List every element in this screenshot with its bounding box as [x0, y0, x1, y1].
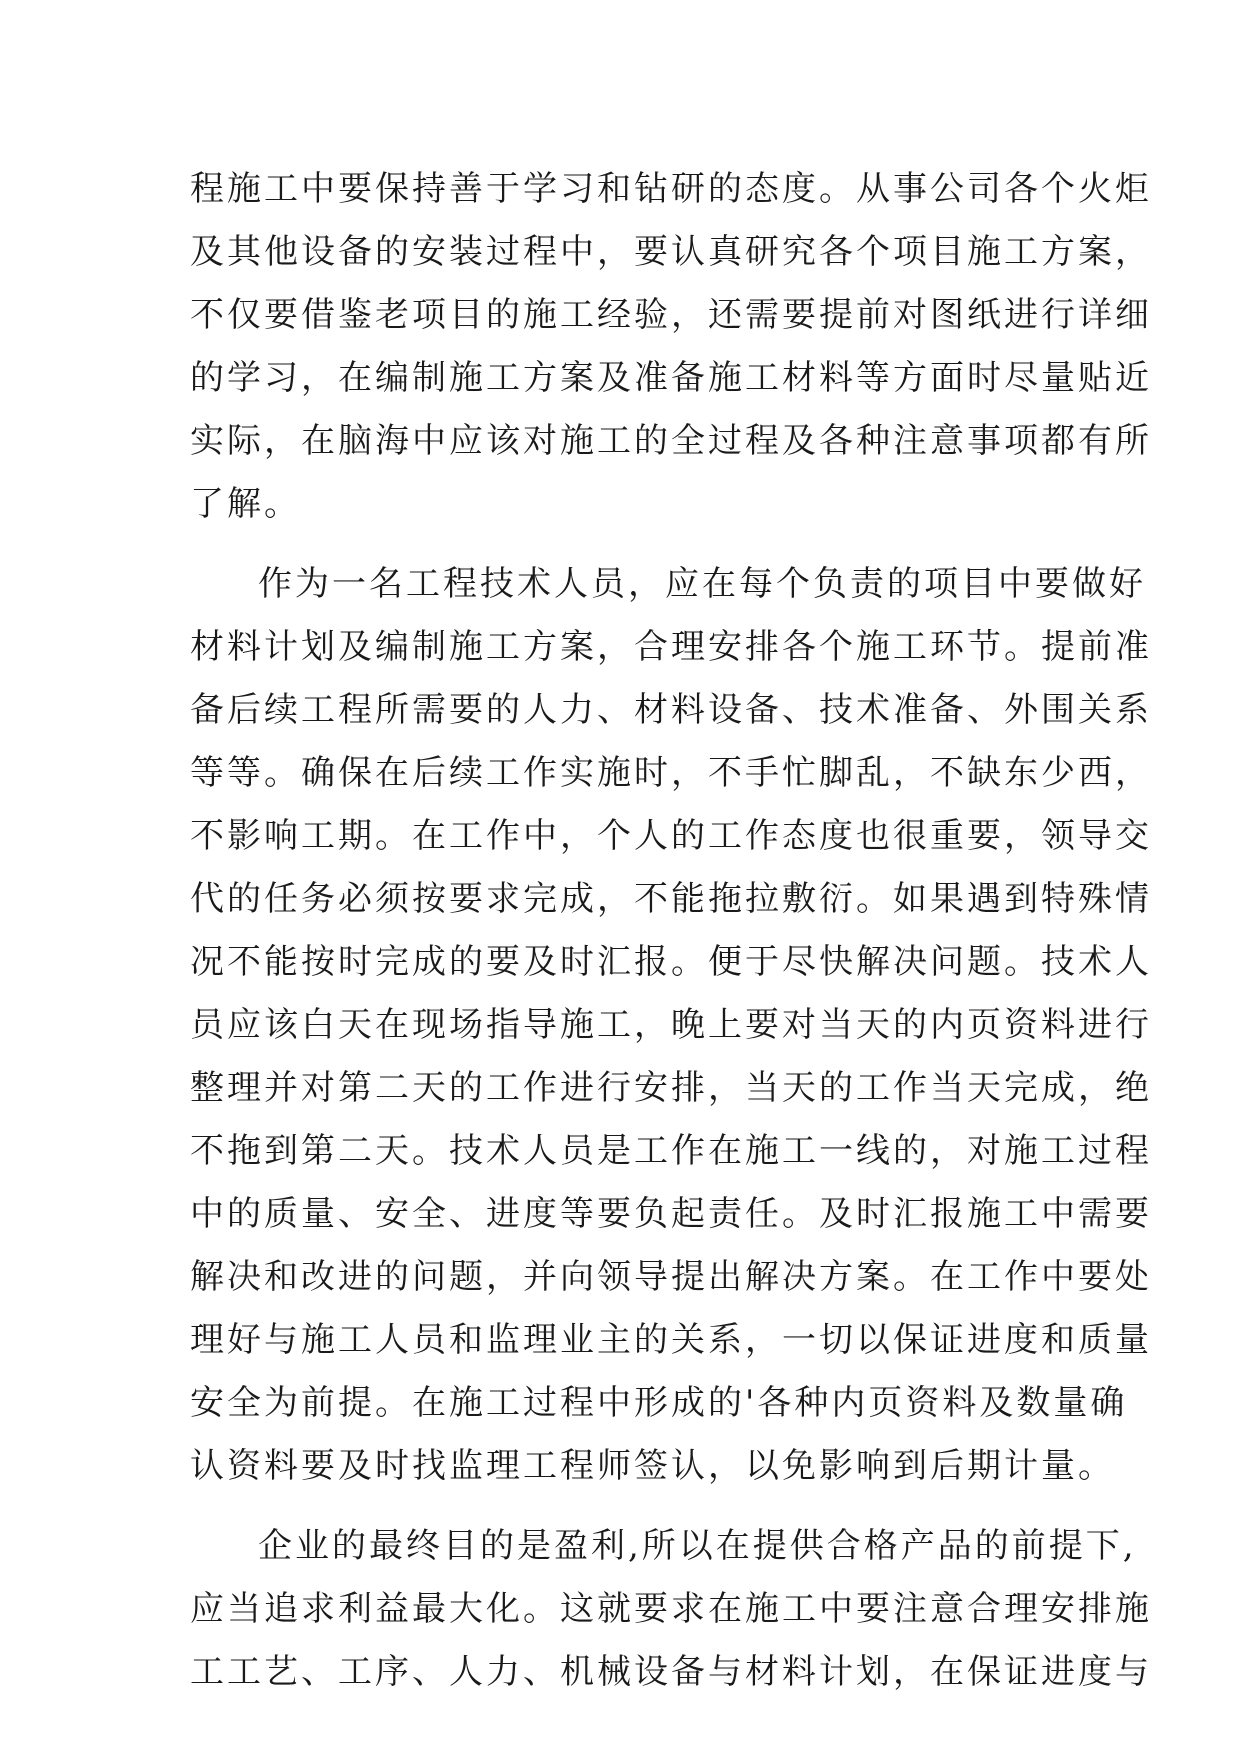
paragraph-3 [190, 1515, 1152, 1704]
text-line: 备后续工程所需要的人力、材料设备、技术准备、外围关系 [190, 690, 1152, 730]
text-line: 员应该白天在现场指导施工，晚上要对当天的内页资料进行 [190, 1005, 1152, 1045]
text-line: 不拖到第二天。技术人员是工作在施工一线的，对施工过程 [190, 1131, 1152, 1171]
text-line: 不仅要借鉴老项目的施工经验，还需要提前对图纸进行详细 [190, 295, 1152, 335]
body-text [190, 158, 1152, 1704]
text-line: 工工艺、工序、人力、机械设备与材料计划，在保证进度与 [190, 1652, 1152, 1692]
text-line: 材料计划及编制施工方案，合理安排各个施工环节。提前准 [190, 627, 1152, 667]
text-line: 了解。 [190, 484, 301, 524]
text-line: 安全为前提。在施工过程中形成的'各种内页资料及数量确 [190, 1383, 1128, 1423]
text-line: 认资料要及时找监理工程师签认，以免影响到后期计量。 [190, 1446, 1115, 1486]
text-line: 理好与施工人员和监理业主的关系，一切以保证进度和质量 [190, 1320, 1152, 1360]
text-line: 程施工中要保持善于学习和钻研的态度。从事公司各个火炬 [190, 169, 1152, 209]
text-line: 况不能按时完成的要及时汇报。便于尽快解决问题。技术人 [190, 942, 1152, 982]
text-line: 实际，在脑海中应该对施工的全过程及各种注意事项都有所 [190, 421, 1152, 461]
text-line: 整理并对第二天的工作进行安排，当天的工作当天完成，绝 [190, 1068, 1152, 1108]
text-line: 解决和改进的问题，并向领导提出解决方案。在工作中要处 [190, 1257, 1152, 1297]
text-line: 作为一名工程技术人员，应在每个负责的项目中要做好 [258, 564, 1146, 604]
text-line: 及其他设备的安装过程中，要认真研究各个项目施工方案， [190, 232, 1152, 272]
text-line: 不影响工期。在工作中，个人的工作态度也很重要，领导交 [190, 816, 1152, 856]
paragraph-2 [190, 553, 1152, 1498]
text-line: 的学习，在编制施工方案及准备施工材料等方面时尽量贴近 [190, 358, 1152, 398]
text-line: 中的质量、安全、进度等要负起责任。及时汇报施工中需要 [190, 1194, 1152, 1234]
text-line: 企业的最终目的是盈利,所以在提供合格产品的前提下, [258, 1526, 1137, 1566]
paragraph-1 [190, 158, 1152, 536]
text-line: 代的任务必须按要求完成，不能拖拉敷衍。如果遇到特殊情 [190, 879, 1152, 919]
text-line: 等等。确保在后续工作实施时，不手忙脚乱，不缺东少西， [190, 753, 1152, 793]
text-line: 应当追求利益最大化。这就要求在施工中要注意合理安排施 [190, 1589, 1152, 1629]
